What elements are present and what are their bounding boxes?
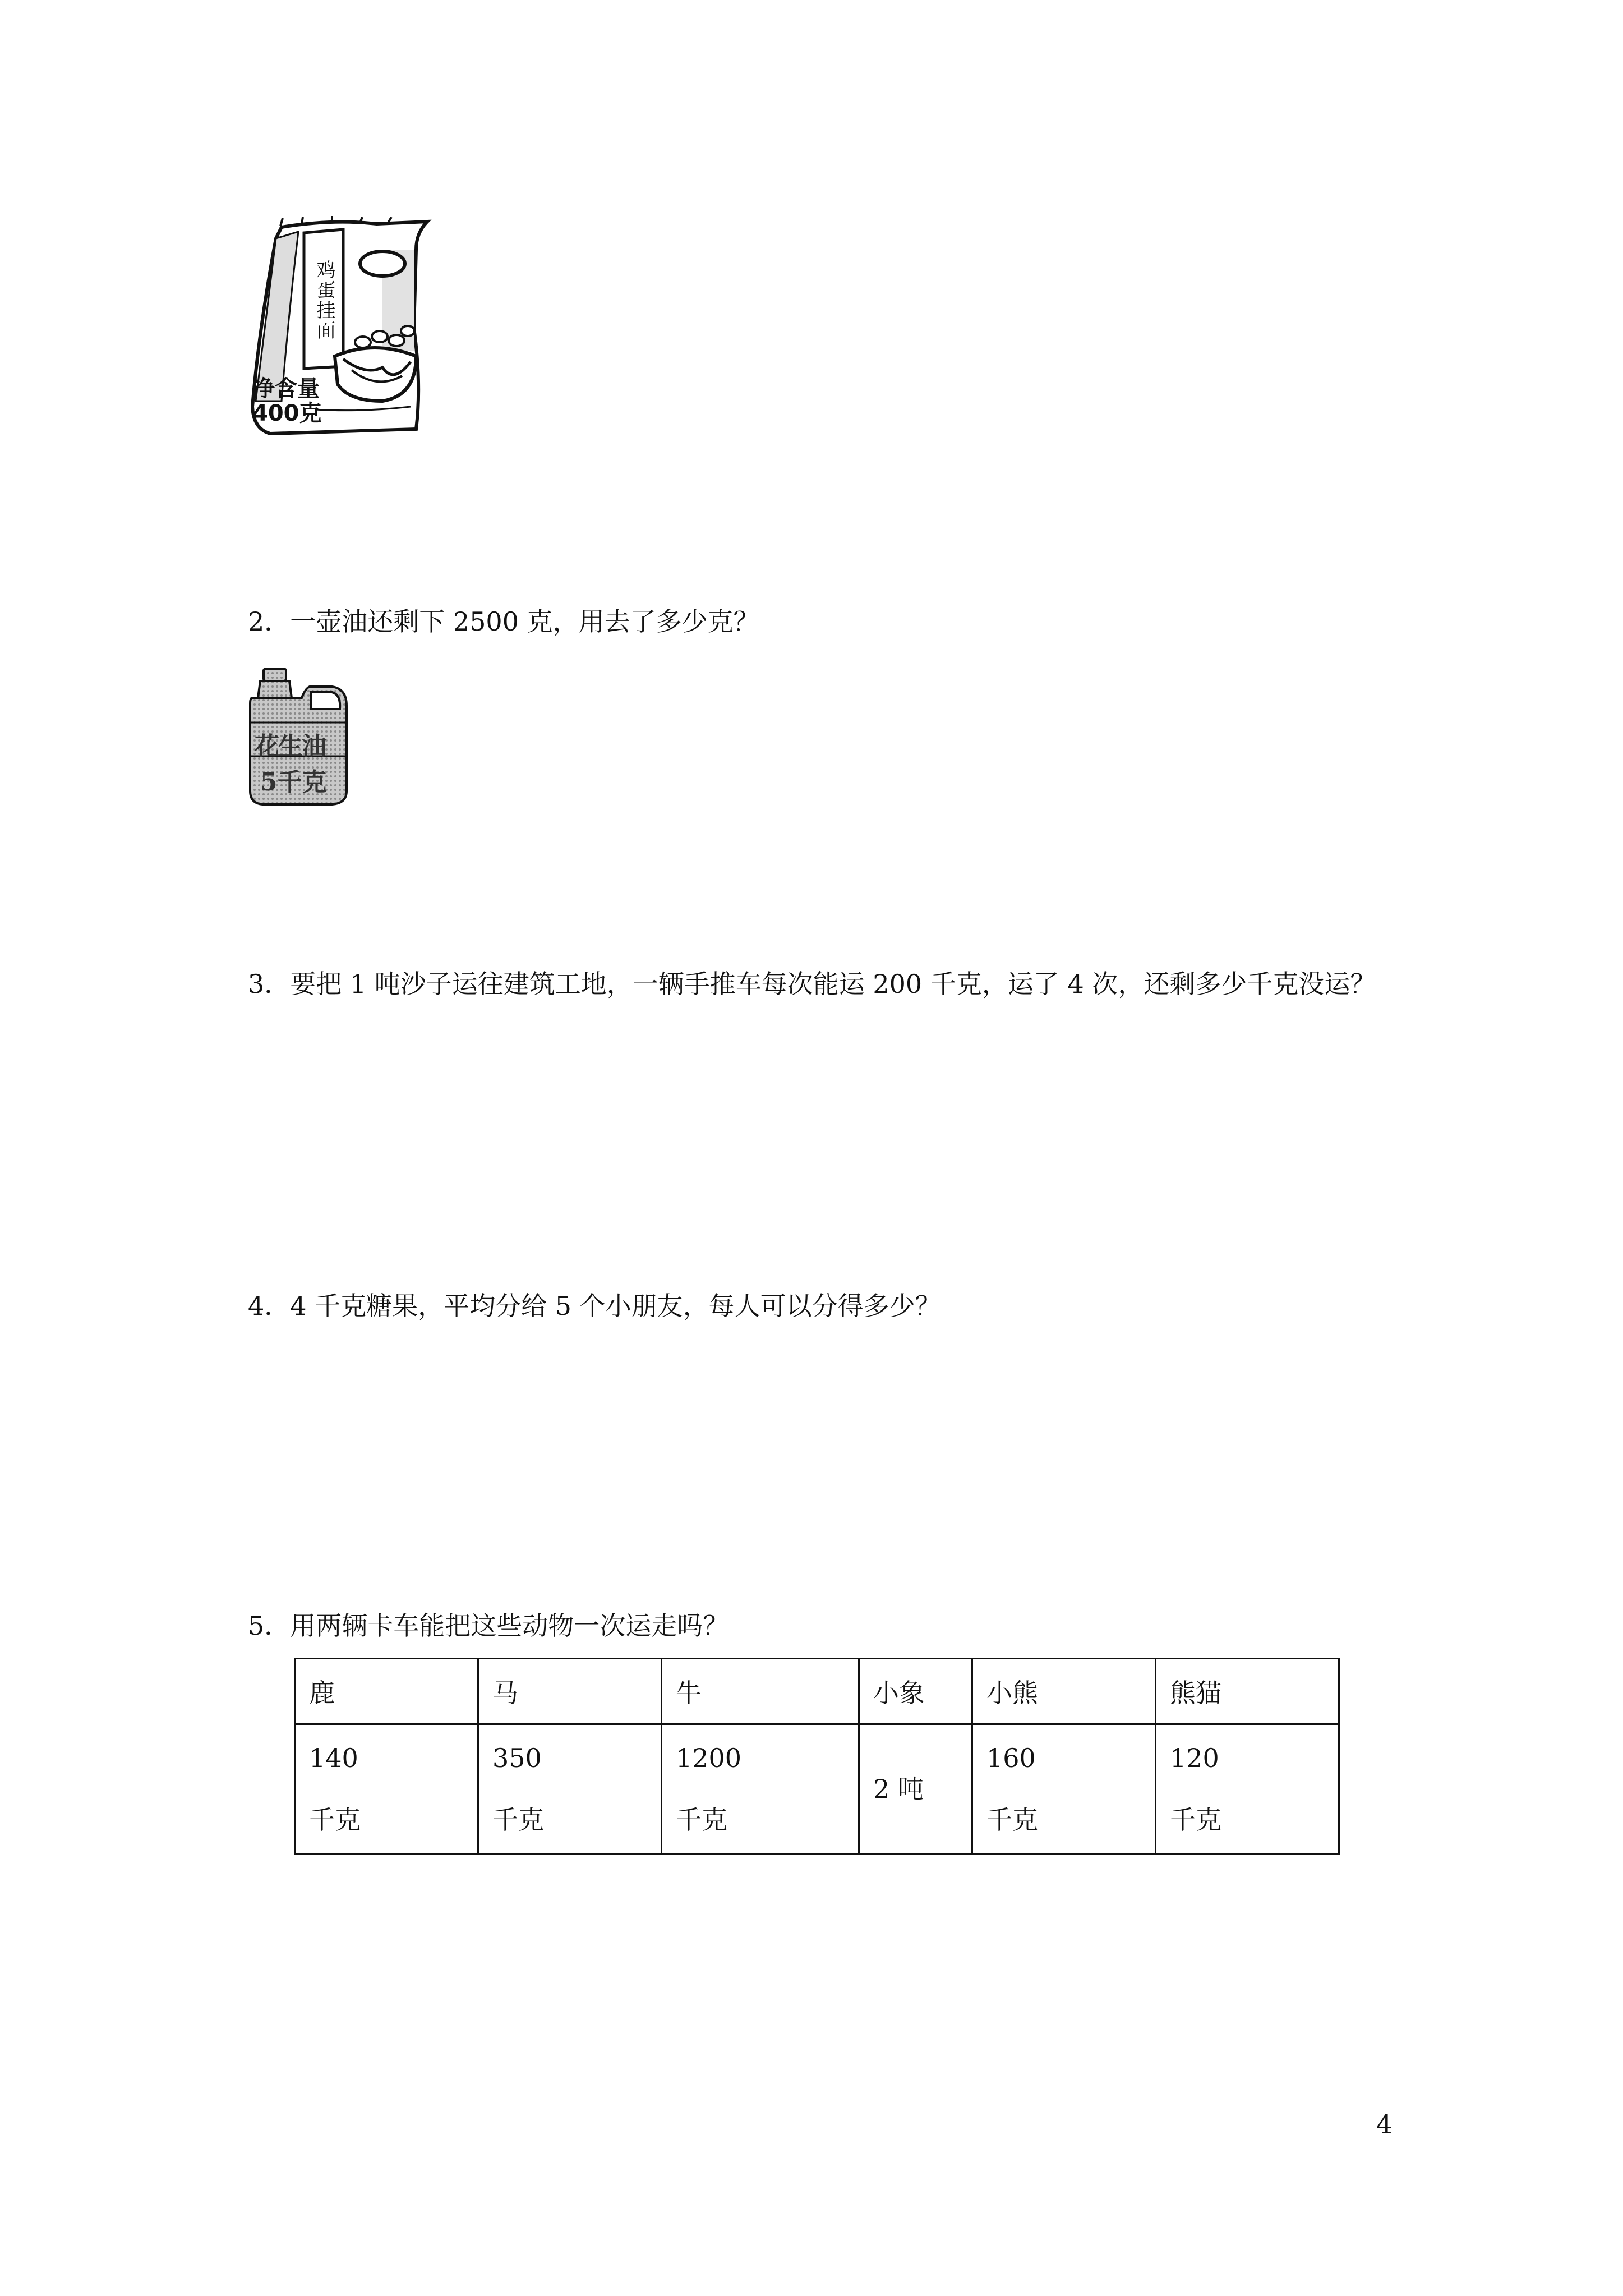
weight-value: 350 (492, 1743, 542, 1773)
weight-unit: 千克 (676, 1805, 727, 1835)
weight-value: 160 (986, 1743, 1036, 1773)
weight-unit: 千克 (492, 1805, 544, 1835)
weight-panda (1156, 1724, 1339, 1854)
header-cow: 牛 (662, 1659, 859, 1724)
page-number: 4 (1376, 2109, 1393, 2139)
header-panda: 熊猫 (1156, 1659, 1339, 1724)
noodle-brand-label: 鸡蛋挂面 (313, 260, 335, 341)
weight-unit: 千克 (986, 1805, 1038, 1835)
weight-value: 2 吨 (873, 1774, 924, 1804)
weight-unit: 千克 (309, 1805, 361, 1835)
animal-weight-table (294, 1658, 1340, 1855)
weight-value: 140 (309, 1743, 358, 1773)
question-3: 3．要把 1 吨沙子运往建筑工地，一辆手推车每次能运 200 千克，运了 4 次，还剩多少千克没运？ (248, 969, 1376, 999)
weight-baby-bear (972, 1724, 1156, 1854)
weight-value: 120 (1170, 1743, 1219, 1773)
weight-horse (478, 1724, 662, 1854)
header-baby-bear: 小熊 (972, 1659, 1156, 1724)
weight-baby-elephant (859, 1724, 972, 1854)
table-header-row (295, 1659, 1339, 1724)
question-5: 5．用两辆卡车能把这些动物一次运走吗？ (248, 1611, 729, 1641)
header-deer: 鹿 (295, 1659, 478, 1724)
noodle-package-image (248, 216, 433, 438)
oil-jug-amount: 5千克 (260, 768, 327, 797)
header-horse: 马 (478, 1659, 662, 1724)
question-2: 2．一壶油还剩下 2500 克，用去了多少克？ (248, 606, 759, 637)
noodle-net-weight-label: 净含量 (252, 376, 320, 402)
weight-unit: 千克 (1170, 1805, 1221, 1835)
weight-value: 1200 (676, 1743, 742, 1773)
noodle-net-weight-value: 400克 (252, 401, 322, 426)
weight-deer (295, 1724, 478, 1854)
header-baby-elephant: 小象 (859, 1659, 972, 1724)
weight-cow (662, 1724, 859, 1854)
oil-jug-image (248, 666, 349, 807)
oil-jug-product-name: 花生油 (255, 732, 325, 761)
table-weight-row (295, 1724, 1339, 1854)
question-4: 4．4 千克糖果，平均分给 5 个小朋友，每人可以分得多少？ (248, 1291, 941, 1321)
